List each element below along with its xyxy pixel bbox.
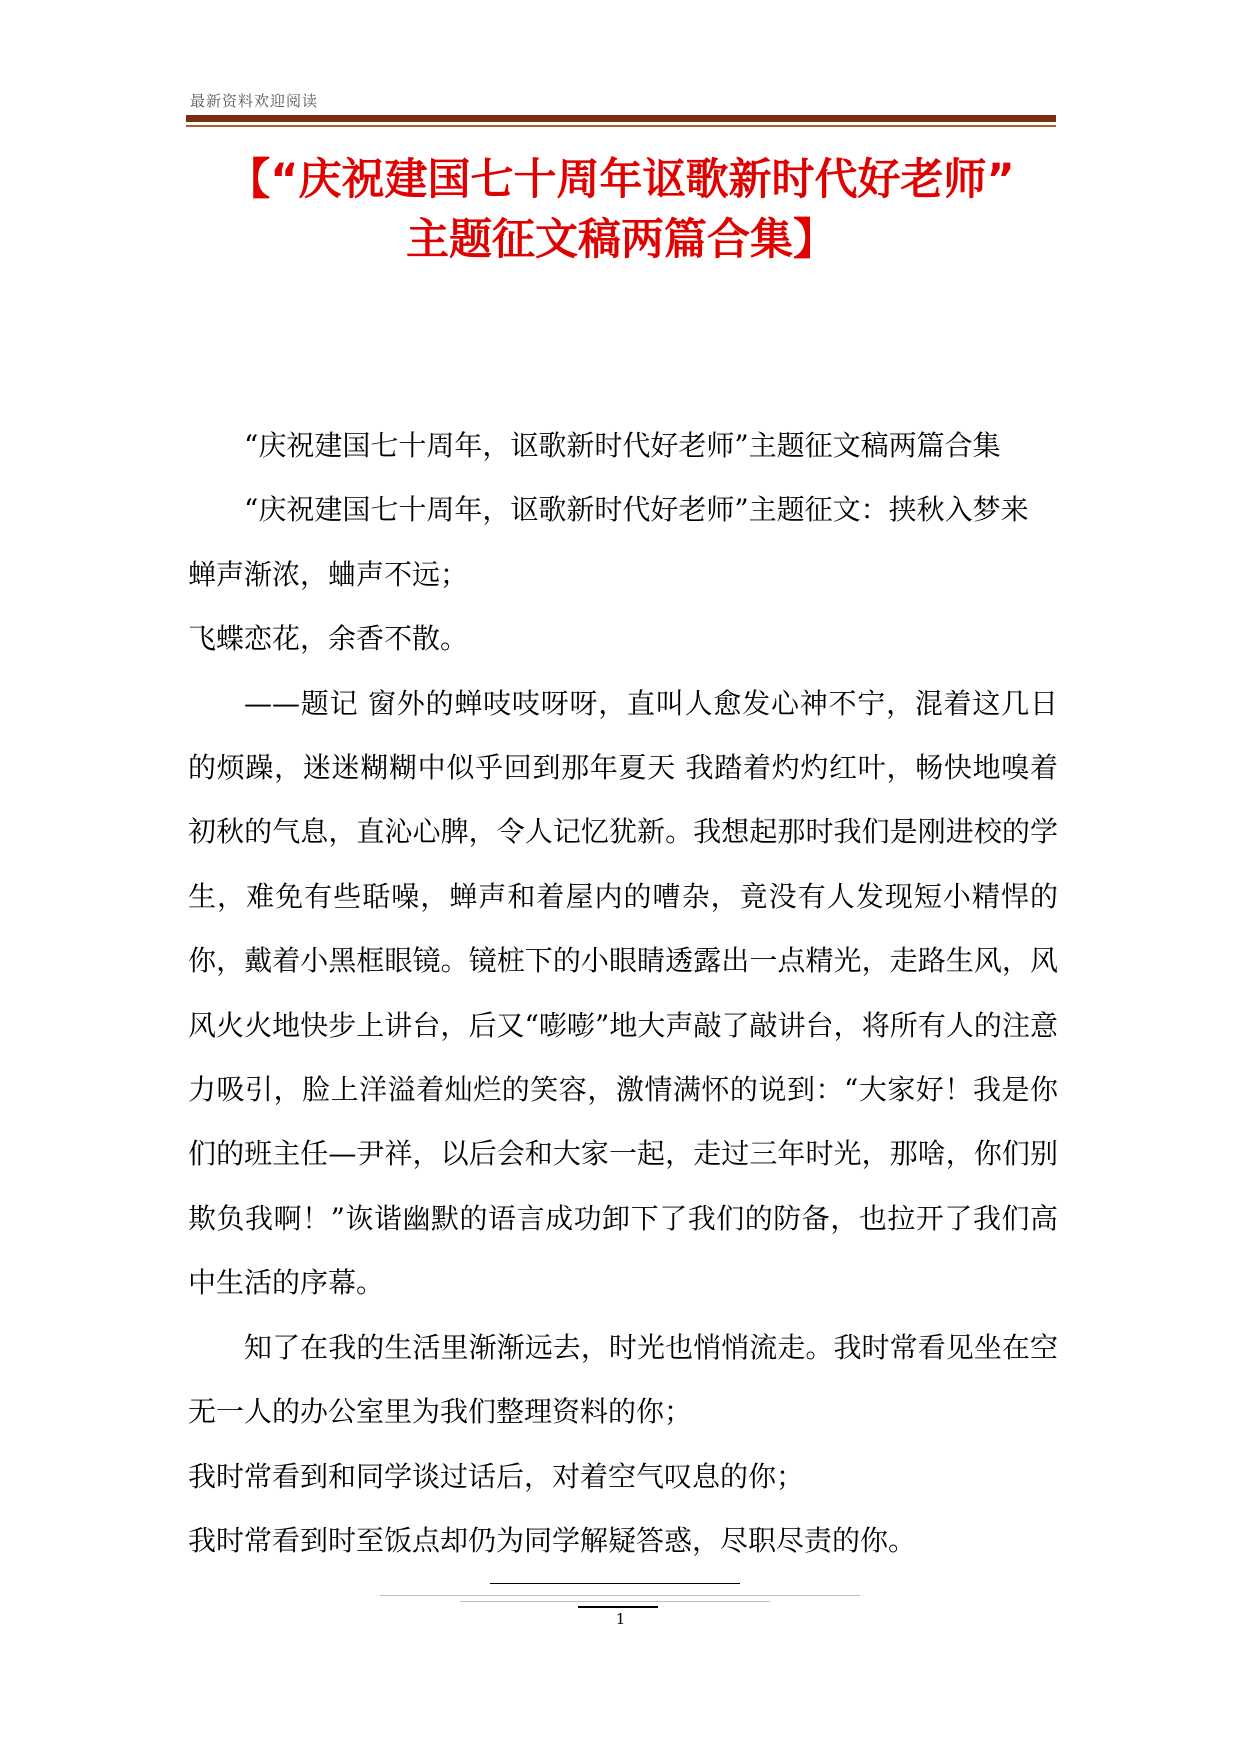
footer-rule	[380, 1595, 860, 1596]
body-paragraph: 知了在我的生活里渐渐远去，时光也悄悄流走。我时常看见坐在空无一人的办公室里为我们整理资料的你；	[188, 1330, 1058, 1429]
body-paragraph: “庆祝建国七十周年，讴歌新时代好老师”主题征文：挟秋入梦来	[244, 493, 1029, 527]
footer-rule	[490, 1583, 740, 1584]
header-text: 最新资料欢迎阅读	[190, 92, 319, 110]
body-paragraph: 我时常看到时至饭点却仍为同学解疑答惑，尽职尽责的你。	[188, 1523, 917, 1557]
page-number: 1	[615, 1610, 626, 1628]
body-paragraph: 飞蝶恋花，余香不散。	[188, 622, 469, 656]
body-paragraph: “庆祝建国七十周年，讴歌新时代好老师”主题征文稿两篇合集	[244, 429, 1001, 462]
footer-rule	[460, 1601, 770, 1602]
footer-rule	[578, 1606, 658, 1608]
body-paragraph: ——题记 窗外的蝉吱吱呀呀，直叫人愈发心神不宁，混着这几日的烦躁，迷迷糊糊中似乎回到那年夏天 我踏着灼灼红叶，畅快地嗅着初秋的气息，直沁心脾，令人记忆犹新。我想起那时我们是刚进校的学生，难免有些聒噪，蝉声和着屋内的嘈杂，竟没有人发现短小精悍的你，戴着小黑框眼镜。镜桩下的小眼睛透露出一点精光，走路生风，风风火火地快步上讲台，后又“嘭嘭”地大声敲了敲讲台，将所有人的注意力吸引，脸上洋溢着灿烂的笑容，激情满怀的说到：“大家好！我是你们的班主任—尹祥，以后会和大家一起，走过三年时光，那啥，你们别欺负我啊！”诙谐幽默的语言成功卸下了我们的防备，也拉开了我们高中生活的序幕。	[188, 686, 1058, 1300]
header-rule-thin	[186, 125, 1056, 127]
header-rule	[186, 115, 1056, 122]
body-paragraph: 蝉声渐浓，蛐声不远；	[188, 557, 469, 591]
document-title	[186, 150, 1056, 270]
body-paragraph: 我时常看到和同学谈过话后，对着空气叹息的你；	[188, 1459, 805, 1493]
title-line-1: 【“庆祝建国七十周年讴歌新时代好老师”	[227, 155, 1015, 205]
title-line-2: 主题征文稿两篇合集】	[406, 215, 836, 265]
document-body	[188, 414, 1058, 1573]
